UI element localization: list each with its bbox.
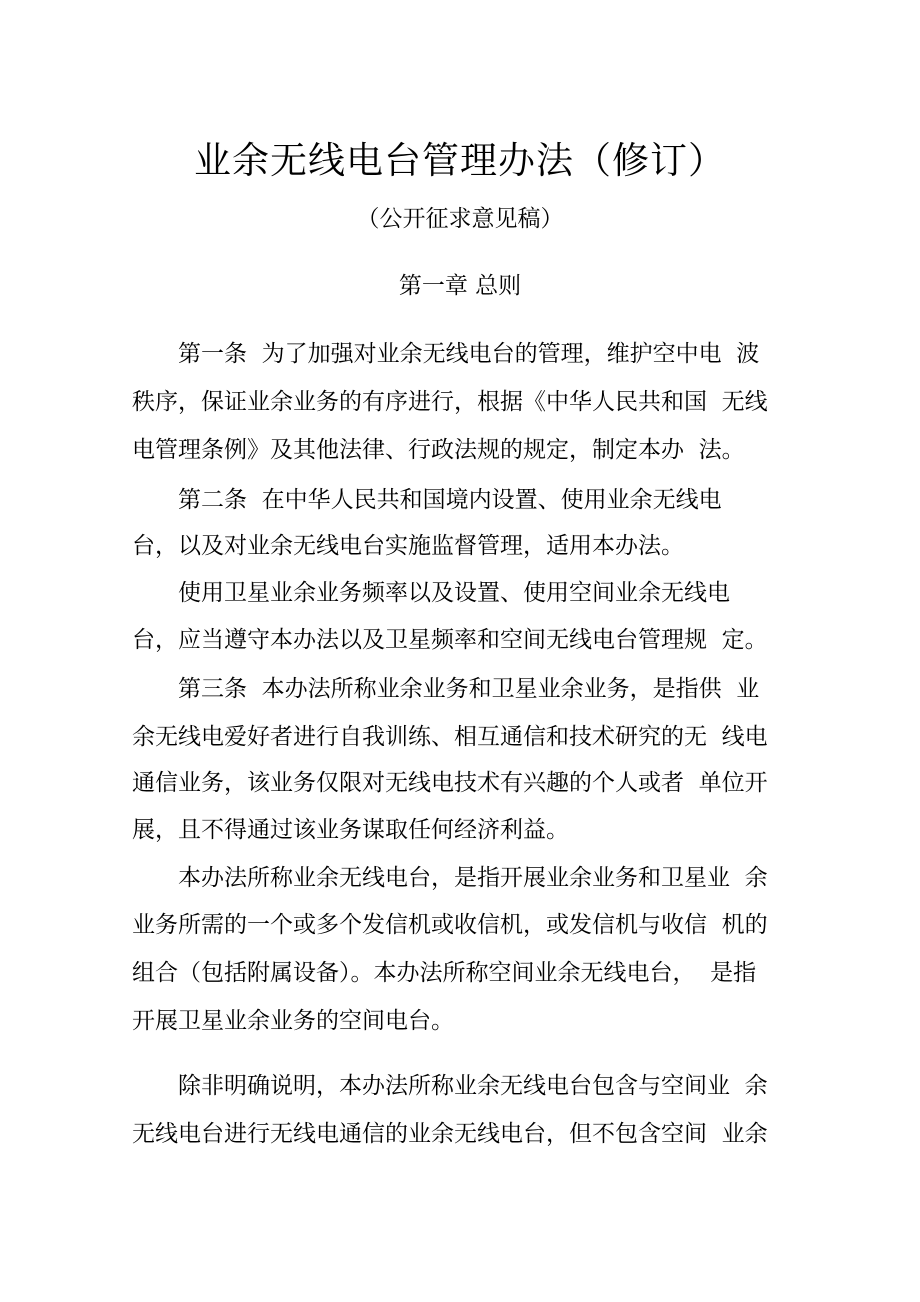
body-text-line: 台，应当遵守本办法以及卫星频率和空间无线电台管理规 定。: [132, 627, 768, 653]
body-text-line: 第二条 在中华人民共和国境内设置、使用业余无线电: [178, 487, 722, 513]
body-text-line: 通信业务，该业务仅限对无线电技术有兴趣的个人或者 单位开: [132, 770, 768, 796]
chapter-heading: 第一章 总则: [398, 273, 522, 299]
body-text-line: 无线电台进行无线电通信的业余无线电台，但不包含空间 业余: [132, 1121, 768, 1147]
body-text-line: 第三条 本办法所称业余业务和卫星业余业务，是指供 业: [178, 676, 760, 702]
body-text-line: 秩序，保证业余业务的有序进行，根据《中华人民共和国 无线: [132, 389, 768, 415]
document-subtitle: （公开征求意见稿）: [356, 206, 564, 232]
body-text-line: 业务所需的一个或多个发信机或收信机，或发信机与收信 机的: [132, 912, 768, 938]
body-text-line: 展，且不得通过该业务谋取任何经济利益。: [132, 817, 569, 843]
body-text-line: 组合（包括附属设备）。本办法所称空间业余无线电台， 是指: [132, 960, 757, 986]
body-text-line: 余无线电爱好者进行自我训练、相互通信和技术研究的无 线电: [132, 724, 768, 750]
body-text-line: 除非明确说明，本办法所称业余无线电台包含与空间业 余: [178, 1073, 768, 1099]
body-text-line: 使用卫星业余业务频率以及设置、使用空间业余无线电: [178, 580, 730, 606]
body-text-line: 台，以及对业余无线电台实施监督管理，适用本办法。: [132, 533, 684, 559]
body-text-line: 电管理条例》及其他法律、行政法规的规定，制定本办 法。: [132, 437, 745, 463]
document-title: 业余无线电台管理办法（修订）: [194, 139, 726, 182]
body-text-line: 本办法所称业余无线电台，是指开展业余业务和卫星业 余: [178, 865, 768, 891]
body-text-line: 开展卫星业余业务的空间电台。: [132, 1008, 454, 1034]
body-text-line: 第一条 为了加强对业余无线电台的管理，维护空中电 波: [178, 341, 760, 367]
